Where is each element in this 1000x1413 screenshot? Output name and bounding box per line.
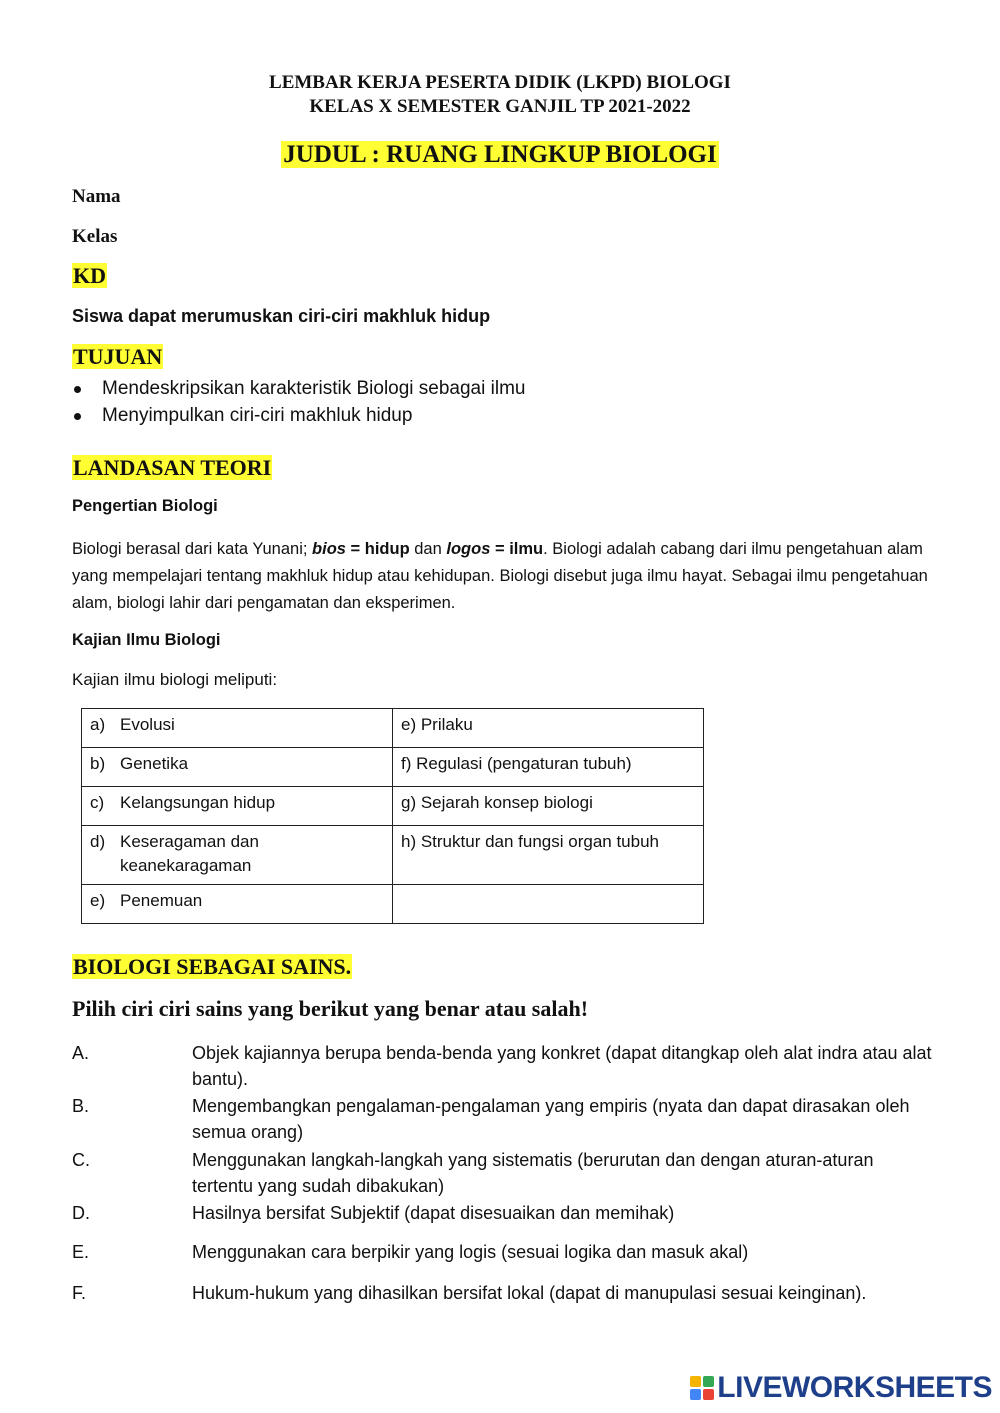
nama-label: Nama	[72, 186, 121, 207]
option-letter: E.	[72, 1242, 90, 1262]
landasan-heading	[72, 455, 272, 481]
item-text: Evolusi	[120, 715, 175, 734]
table-row	[82, 787, 704, 826]
option-b	[72, 1093, 932, 1145]
table-cell: e) Prilaku	[393, 709, 704, 748]
option-text: Menggunakan cara berpikir yang logis (sesuai logika dan masuk akal)	[192, 1242, 749, 1262]
item-letter: a)	[90, 715, 106, 734]
table-row	[82, 826, 704, 885]
table-cell	[82, 787, 393, 826]
option-a	[72, 1040, 932, 1092]
term-ilmu: ilmu	[509, 540, 544, 558]
table-cell	[82, 709, 393, 748]
tujuan-heading-text: TUJUAN	[73, 344, 163, 369]
bullet-icon	[74, 413, 81, 420]
para-text: dan	[409, 540, 447, 558]
term-hidup: hidup	[364, 540, 410, 558]
item-letter: e)	[90, 891, 106, 910]
option-letter: A.	[72, 1043, 90, 1063]
kd-text: Siswa dapat merumuskan ciri-ciri makhluk hidup	[72, 306, 491, 326]
para-eq: =	[490, 540, 510, 558]
item-letter: c)	[90, 793, 105, 812]
sains-heading	[72, 954, 352, 980]
sains-instruction: Pilih ciri ciri sains yang berikut yang benar atau salah!	[72, 996, 589, 1021]
liveworksheets-icon	[690, 1376, 714, 1400]
kelas-label: Kelas	[72, 226, 118, 247]
tujuan-list	[72, 375, 525, 429]
table-cell: f) Regulasi (pengaturan tubuh)	[393, 748, 704, 787]
kd-heading	[72, 263, 107, 289]
para-eq: =	[345, 540, 365, 558]
header-line-1: LEMBAR KERJA PESERTA DIDIK (LKPD) BIOLOGI	[269, 72, 731, 93]
item-text: Penemuan	[120, 891, 203, 910]
table-cell	[82, 885, 393, 924]
term-logos: logos	[446, 540, 491, 558]
term-bios: bios	[312, 540, 346, 558]
option-text: Hasilnya bersifat Subjektif (dapat disesuaikan dan memihak)	[192, 1203, 675, 1223]
tujuan-item	[72, 402, 525, 429]
tujuan-heading	[72, 344, 163, 370]
table-row	[82, 748, 704, 787]
tujuan-item-text: Mendeskripsikan karakteristik Biologi sebagai ilmu	[102, 378, 526, 399]
option-letter: D.	[72, 1203, 90, 1223]
landasan-heading-text: LANDASAN TEORI	[73, 455, 272, 480]
liveworksheets-text: LIVEWORKSHEETS	[717, 1371, 992, 1404]
option-d	[72, 1200, 932, 1226]
option-text: Hukum-hukum yang dihasilkan bersifat lokal (dapat di manupulasi sesuai keinginan).	[192, 1283, 867, 1303]
page-title-text: JUDUL : RUANG LINGKUP BIOLOGI	[283, 141, 717, 168]
pengertian-title: Pengertian Biologi	[72, 497, 218, 515]
option-e	[72, 1239, 932, 1265]
liveworksheets-logo	[690, 1371, 992, 1405]
option-letter: C.	[72, 1150, 90, 1170]
kd-heading-text: KD	[73, 263, 106, 288]
para-text: . Biologi adalah cabang dari ilmu pengetahuan alam yang mempelajari tentang makhluk hidup atau kehidupan. Biologi disebut juga ilmu hayat. Sebagai ilmu pengetahuan alam, biologi lahir dari pengamatan dan eksperimen.	[72, 540, 928, 612]
item-letter: b)	[90, 754, 106, 773]
bullet-icon	[74, 386, 81, 393]
table-cell	[82, 748, 393, 787]
option-text: Objek kajiannya berupa benda-benda yang konkret (dapat ditangkap oleh alat indra atau alat bantu).	[192, 1043, 932, 1089]
table-row	[82, 885, 704, 924]
table-cell	[393, 885, 704, 924]
sains-heading-text: BIOLOGI SEBAGAI SAINS.	[73, 954, 352, 979]
page-title	[0, 141, 1000, 169]
header-line-2: KELAS X SEMESTER GANJIL TP 2021-2022	[309, 96, 691, 117]
item-letter: d)	[90, 832, 106, 851]
item-text: Kelangsungan hidup	[120, 793, 276, 812]
option-letter: B.	[72, 1096, 90, 1116]
kajian-title: Kajian Ilmu Biologi	[72, 631, 221, 649]
item-text: Keseragaman dan keanekaragaman	[120, 832, 259, 875]
option-f	[72, 1280, 932, 1306]
tujuan-item-text: Menyimpulkan ciri-ciri makhluk hidup	[102, 405, 413, 426]
table-cell	[82, 826, 393, 885]
item-text: Genetika	[120, 754, 189, 773]
option-text: Menggunakan langkah-langkah yang sistematis (berurutan dan dengan aturan-aturan tertentu yang sudah dibakukan)	[192, 1150, 874, 1196]
table-row	[82, 709, 704, 748]
option-letter: F.	[72, 1283, 87, 1303]
table-cell: g) Sejarah konsep biologi	[393, 787, 704, 826]
table-cell: h) Struktur dan fungsi organ tubuh	[393, 826, 704, 885]
kajian-table	[81, 708, 704, 924]
para-text: Biologi berasal dari kata Yunani;	[72, 540, 313, 558]
tujuan-item	[72, 375, 525, 402]
pengertian-paragraph	[72, 536, 942, 617]
option-c	[72, 1147, 932, 1199]
kajian-intro: Kajian ilmu biologi meliputi:	[72, 670, 278, 689]
option-text: Mengembangkan pengalaman-pengalaman yang empiris (nyata dan dapat dirasakan oleh semua orang)	[192, 1096, 910, 1142]
